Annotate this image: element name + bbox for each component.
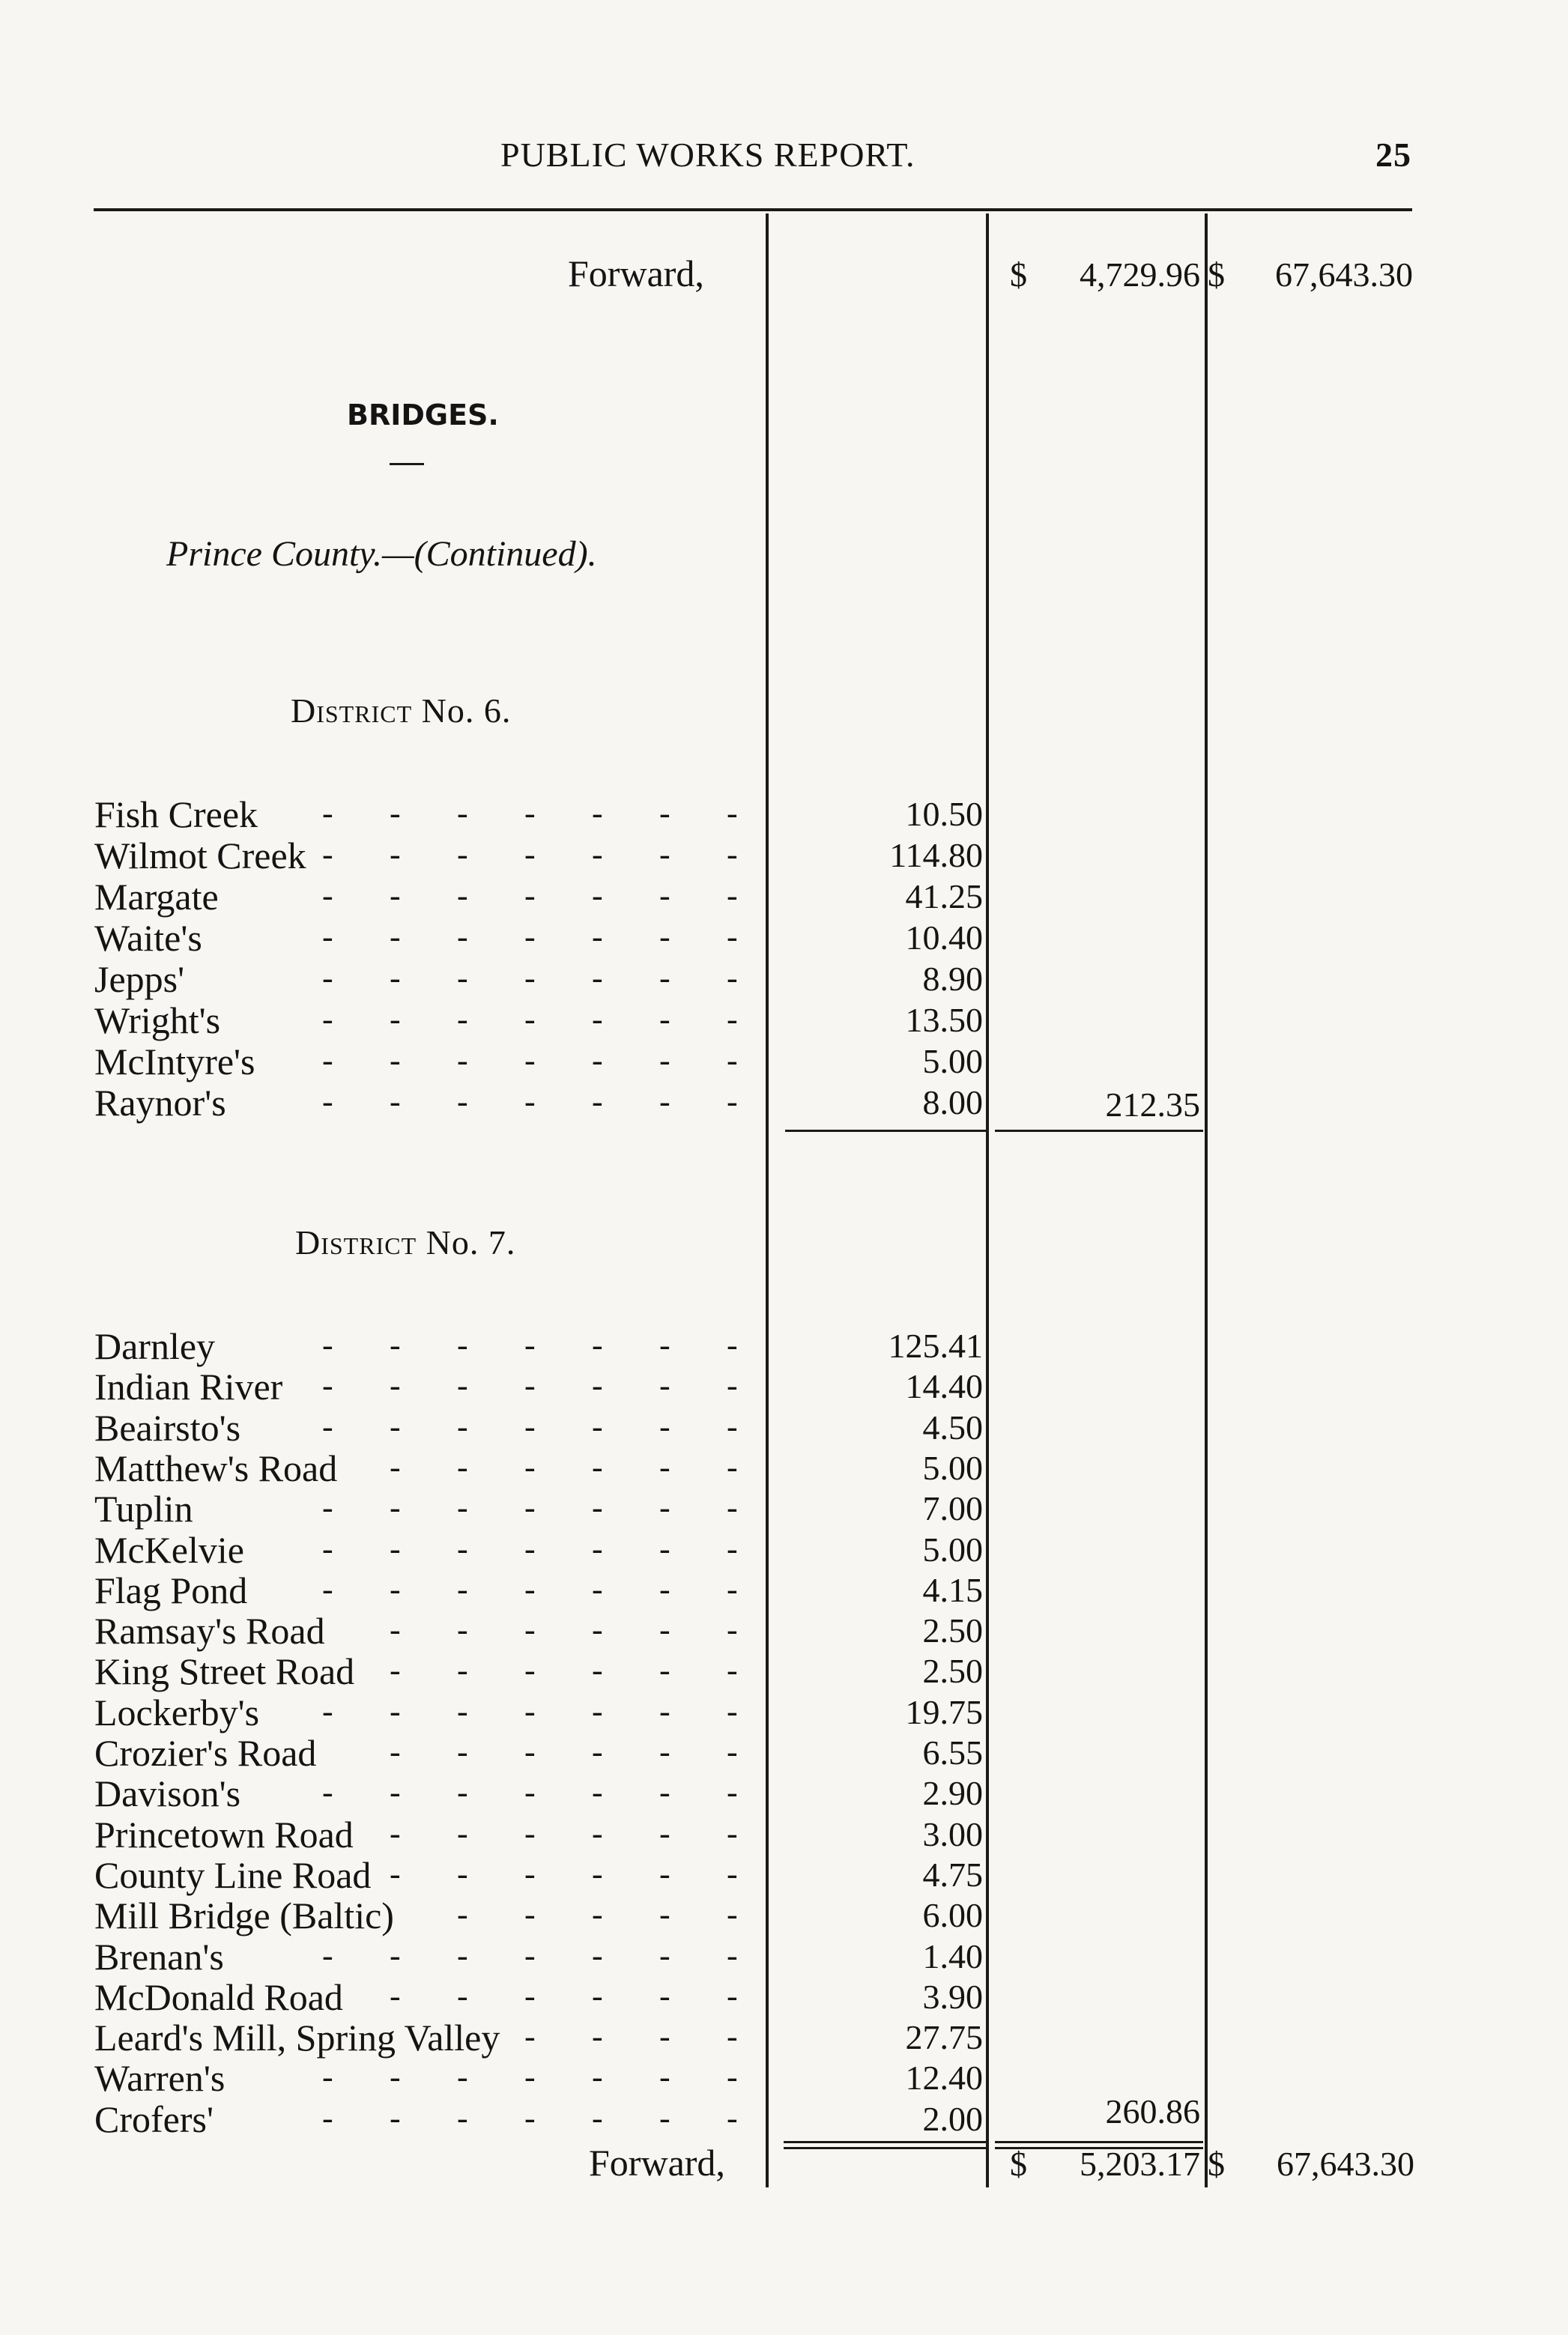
bridge-name: Tuplin [94,1488,193,1530]
leader-dash: - [390,1774,401,1811]
leader-dash: - [727,2018,738,2056]
leader-dash: - [524,2018,536,2056]
leader-dash: - [322,1083,333,1120]
leader-dash: - [592,795,603,832]
leader-dash: - [727,960,738,996]
leader-dash: - [659,836,671,873]
leader-dash: - [524,836,536,873]
leader-dash: - [457,1692,468,1730]
forward-top-amount-1: 4,729.96 [1080,255,1200,294]
leader-dash: - [390,1936,401,1974]
leader-dash: - [322,1570,333,1608]
district-7-heading-suffix: No. 7. [426,1223,516,1262]
leader-dash: - [659,1367,671,1405]
bottom-rule-2a [995,2141,1203,2143]
district-6-heading-prefix: District [291,691,413,730]
leader-dash: - [322,918,333,955]
leader-dash: - [457,1814,468,1852]
leader-dash: - [592,1327,603,1363]
district-7-heading [295,1223,515,1262]
leader-dash: - [592,1489,603,1527]
leader-dash: - [524,2099,536,2136]
leader-dash: - [592,877,603,914]
leader-dash: - [524,1001,536,1038]
leader-dash: - [390,795,401,832]
leader-dash: - [390,1001,401,1038]
leader-dash: - [322,836,333,873]
forward-label-top: Forward, [568,252,704,294]
bridge-amount: 2.50 [922,1652,983,1691]
section-title: BRIDGES. [347,399,499,431]
bridge-amount: 2.90 [922,1774,983,1813]
leader-dash: - [727,1327,738,1363]
leader-dash: - [592,960,603,996]
leader-dash: - [524,1733,536,1770]
district-6-total: 212.35 [1105,1085,1200,1124]
leader-dash: - [457,1530,468,1567]
leader-dash: - [524,1611,536,1649]
leader-dash: - [457,1001,468,1038]
leader-dash: - [592,1448,603,1486]
leader-dash: - [659,795,671,832]
leader-dash: - [524,1692,536,1730]
leader-dash: - [524,1327,536,1363]
leader-dash: - [727,1408,738,1445]
bridge-amount: 6.55 [922,1733,983,1772]
leader-dash: - [322,795,333,832]
leader-dash: - [322,877,333,914]
leader-dash: - [322,960,333,996]
leader-dash: - [524,1530,536,1567]
leader-dash: - [322,1936,333,1974]
leader-dash: - [659,2059,671,2096]
leader-dash: - [457,1896,468,1933]
leader-dash: - [592,1855,603,1892]
bridge-amount: 5.00 [922,1448,983,1487]
leader-dash: - [592,2099,603,2136]
page-number: 25 [1375,136,1411,174]
leader-dash: - [322,1489,333,1527]
forward-bottom-dollar-1: $ [1010,2145,1027,2183]
leader-dash: - [390,1083,401,1120]
leader-dash: - [390,1489,401,1527]
leader-dash: - [659,960,671,996]
leader-dash: - [659,1977,671,2014]
leader-dash: - [659,2018,671,2056]
leader-dash: - [524,1977,536,2014]
leader-dash: - [659,1896,671,1933]
leader-dash: - [592,1692,603,1730]
bridge-amount: 27.75 [905,2018,983,2057]
forward-top-amount-2: 67,643.30 [1275,255,1413,294]
leader-dash: - [727,1896,738,1933]
leader-dash: - [659,1083,671,1120]
leader-dash: - [727,1570,738,1608]
leader-dash: - [457,1042,468,1079]
leader-dash: - [659,1489,671,1527]
bridge-name: Davison's [94,1772,241,1815]
bridge-amount: 5.00 [922,1530,983,1569]
forward-label-bottom: Forward, [589,2142,725,2184]
leader-dash: - [457,836,468,873]
leader-dash: - [727,1855,738,1892]
bridge-name: Indian River [94,1366,283,1408]
bridge-name: Crofers' [94,2098,214,2140]
leader-dash: - [659,1936,671,1974]
district-6-heading [291,691,511,730]
bridge-name: Margate [94,876,219,918]
leader-dash: - [592,1042,603,1079]
leader-dash: - [390,2099,401,2136]
leader-dash: - [592,1611,603,1649]
leader-dash: - [659,1855,671,1892]
bridge-amount: 6.00 [922,1896,983,1935]
leader-dash: - [390,1367,401,1405]
column-rule-2 [986,213,989,2187]
leader-dash: - [659,1448,671,1486]
leader-dash: - [727,1001,738,1038]
bridge-name: Beairsto's [94,1406,241,1449]
bridge-name: Raynor's [94,1082,226,1124]
leader-dash: - [524,1367,536,1405]
leader-dash: - [727,877,738,914]
forward-bottom-amount-2: 67,643.30 [1277,2145,1414,2183]
leader-dash: - [727,1936,738,1974]
leader-dash: - [390,1692,401,1730]
bridge-name: Princetown Road [94,1813,354,1856]
forward-bottom-amount-1: 5,203.17 [1080,2145,1200,2183]
leader-dash: - [524,1570,536,1608]
leader-dash: - [592,2018,603,2056]
leader-dash: - [659,1042,671,1079]
leader-dash: - [592,1570,603,1608]
leader-dash: - [592,1367,603,1405]
bridge-name: Ramsay's Road [94,1610,325,1653]
page-title: PUBLIC WORKS REPORT. [500,136,915,174]
leader-dash: - [524,1896,536,1933]
district-6-subtotal-rule-2 [995,1130,1203,1132]
leader-dash: - [592,1083,603,1120]
bridge-name: County Line Road [94,1853,372,1896]
leader-dash: - [322,1692,333,1730]
bridge-name: Darnley [94,1325,216,1367]
bridge-name: Waite's [94,917,202,959]
leader-dash: - [390,918,401,955]
leader-dash: - [524,1489,536,1527]
leader-dash: - [659,2099,671,2136]
leader-dash: - [524,918,536,955]
bridge-amount: 4.75 [922,1855,983,1894]
leader-dash: - [322,1367,333,1405]
leader-dash: - [727,1448,738,1486]
district-6-subtotal-rule-1 [785,1130,986,1132]
bridge-name: Brenan's [94,1935,224,1978]
leader-dash: - [390,1814,401,1852]
leader-dash: - [659,1530,671,1567]
leader-dash: - [390,877,401,914]
bridge-amount: 14.40 [905,1367,983,1406]
leader-dash: - [592,1896,603,1933]
leader-dash: - [592,836,603,873]
leader-dash: - [727,795,738,832]
bridge-amount: 4.15 [922,1570,983,1609]
leader-dash: - [592,1814,603,1852]
leader-dash: - [322,1408,333,1445]
forward-top-dollar-1: $ [1010,255,1027,294]
leader-dash: - [659,1408,671,1445]
leader-dash: - [592,1977,603,2014]
leader-dash: - [727,1652,738,1689]
leader-dash: - [457,918,468,955]
district-7-heading-prefix: District [295,1223,417,1262]
bridge-amount: 3.00 [922,1814,983,1853]
leader-dash: - [727,1977,738,2014]
bridge-amount: 41.25 [905,877,983,915]
bridge-name: McIntyre's [94,1041,255,1082]
leader-dash: - [457,1408,468,1445]
leader-dash: - [524,960,536,996]
leader-dash: - [524,1936,536,1974]
leader-dash: - [727,836,738,873]
bridge-name: Warren's [94,2057,225,2100]
bridge-amount: 5.00 [922,1042,983,1080]
leader-dash: - [457,960,468,996]
leader-dash: - [727,1814,738,1852]
leader-dash: - [457,1977,468,2014]
leader-dash: - [592,1530,603,1567]
leader-dash: - [322,1042,333,1079]
leader-dash: - [322,1001,333,1038]
leader-dash: - [390,1570,401,1608]
bridge-amount: 2.50 [922,1611,983,1650]
leader-dash: - [524,1408,536,1445]
leader-dash: - [659,877,671,914]
leader-dash: - [457,1083,468,1120]
leader-dash: - [457,1489,468,1527]
leader-dash: - [390,1733,401,1770]
bridge-name: Crozier's Road [94,1732,317,1774]
county-heading: Prince County.—(Continued). [166,534,597,574]
bridge-amount: 4.50 [922,1408,983,1447]
bridge-name: Wright's [94,999,221,1041]
leader-dash: - [659,1570,671,1608]
leader-dash: - [727,1611,738,1649]
leader-dash: - [457,1611,468,1649]
leader-dash: - [524,1774,536,1811]
bridge-amount: 8.90 [922,960,983,998]
bridge-amount: 2.00 [922,2099,983,2138]
bridge-amount: 8.00 [922,1083,983,1121]
leader-dash: - [457,1855,468,1892]
leader-dash: - [390,1448,401,1486]
leader-dash: - [457,1652,468,1689]
leader-dash: - [659,1692,671,1730]
leader-dash: - [457,1733,468,1770]
leader-dash: - [457,795,468,832]
leader-dash: - [524,1042,536,1079]
leader-dash: - [727,1367,738,1405]
bridge-name: Jepps' [94,958,185,1000]
leader-dash: - [390,1530,401,1567]
bridge-amount: 3.90 [922,1977,983,2016]
leader-dash: - [524,1083,536,1120]
leader-dash: - [524,795,536,832]
bottom-rule-1b [784,2147,986,2149]
bridge-amount: 7.00 [922,1489,983,1528]
leader-dash: - [322,1327,333,1363]
leader-dash: - [592,1408,603,1445]
bridge-amount: 1.40 [922,1936,983,1975]
leader-dash: - [659,1774,671,1811]
leader-dash: - [457,2099,468,2136]
leader-dash: - [524,1814,536,1852]
leader-dash: - [727,1042,738,1079]
leader-dash: - [659,918,671,955]
leader-dash: - [659,1814,671,1852]
bridge-name: Flag Pond [94,1569,248,1611]
leader-dash: - [524,877,536,914]
leader-dash: - [727,2059,738,2096]
leader-dash: - [592,1936,603,1974]
column-rule-1 [766,213,769,2187]
leader-dash: - [390,1652,401,1689]
leader-dash: - [592,918,603,955]
leader-dash: - [322,2059,333,2096]
leader-dash: - [524,1652,536,1689]
leader-dash: - [592,1652,603,1689]
bottom-rule-1a [784,2141,986,2143]
forward-bottom-dollar-2: $ [1208,2145,1225,2183]
district-6-heading-suffix: No. 6. [421,691,512,730]
leader-dash: - [322,1530,333,1567]
leader-dash: - [659,1611,671,1649]
leader-dash: - [659,1327,671,1363]
leader-dash: - [727,1083,738,1120]
leader-dash: - [390,1611,401,1649]
leader-dash: - [727,1692,738,1730]
leader-dash: - [659,1733,671,1770]
leader-dash: - [592,2059,603,2096]
leader-dash: - [390,960,401,996]
leader-dash: - [592,1733,603,1770]
leader-dash: - [524,2059,536,2096]
bridge-name: Mill Bridge (Baltic) [94,1895,394,1937]
leader-dash: - [727,1530,738,1567]
bridge-name: McDonald Road [94,1975,343,2018]
leader-dash: - [457,1774,468,1811]
bridge-name: Fish Creek [94,793,258,835]
leader-dash: - [457,1570,468,1608]
leader-dash: - [659,1652,671,1689]
leader-dash: - [727,1489,738,1527]
leader-dash: - [390,1855,401,1892]
leader-dash: - [457,877,468,914]
leader-dash: - [524,1855,536,1892]
leader-dash: - [390,1977,401,2014]
leader-dash: - [457,1936,468,1974]
bridge-amount: 12.40 [905,2059,983,2098]
leader-dash: - [390,836,401,873]
leader-dash: - [592,1001,603,1038]
bridge-amount: 19.75 [905,1692,983,1731]
bridge-amount: 10.40 [905,918,983,957]
bridge-name: King Street Road [94,1650,355,1693]
leader-dash: - [390,2059,401,2096]
leader-dash: - [322,1774,333,1811]
leader-dash: - [457,1448,468,1486]
leader-dash: - [727,1774,738,1811]
bridge-name: McKelvie [94,1528,244,1571]
leader-dash: - [390,1408,401,1445]
bridge-amount: 10.50 [905,795,983,833]
leader-dash: - [592,1774,603,1811]
bridge-amount: 13.50 [905,1001,983,1039]
forward-top-dollar-2: $ [1208,255,1225,294]
header-rule [94,208,1412,211]
bridge-name: Leard's Mill, Spring Valley [94,2017,500,2059]
leader-dash: - [727,2099,738,2136]
leader-dash: - [727,1733,738,1770]
district-7-total: 260.86 [1105,2092,1200,2130]
bridge-name: Matthew's Road [94,1447,338,1489]
bridge-amount: 114.80 [889,836,983,874]
section-underline [390,463,424,465]
leader-dash: - [390,1042,401,1079]
bridge-name: Wilmot Creek [94,835,306,876]
leader-dash: - [727,918,738,955]
bridge-name: Lockerby's [94,1691,260,1733]
leader-dash: - [457,1367,468,1405]
leader-dash: - [322,2099,333,2136]
column-rule-3 [1205,213,1208,2187]
leader-dash: - [457,1327,468,1363]
leader-dash: - [524,1448,536,1486]
leader-dash: - [659,1001,671,1038]
leader-dash: - [457,2059,468,2096]
bridge-amount: 125.41 [888,1327,983,1365]
leader-dash: - [390,1327,401,1363]
